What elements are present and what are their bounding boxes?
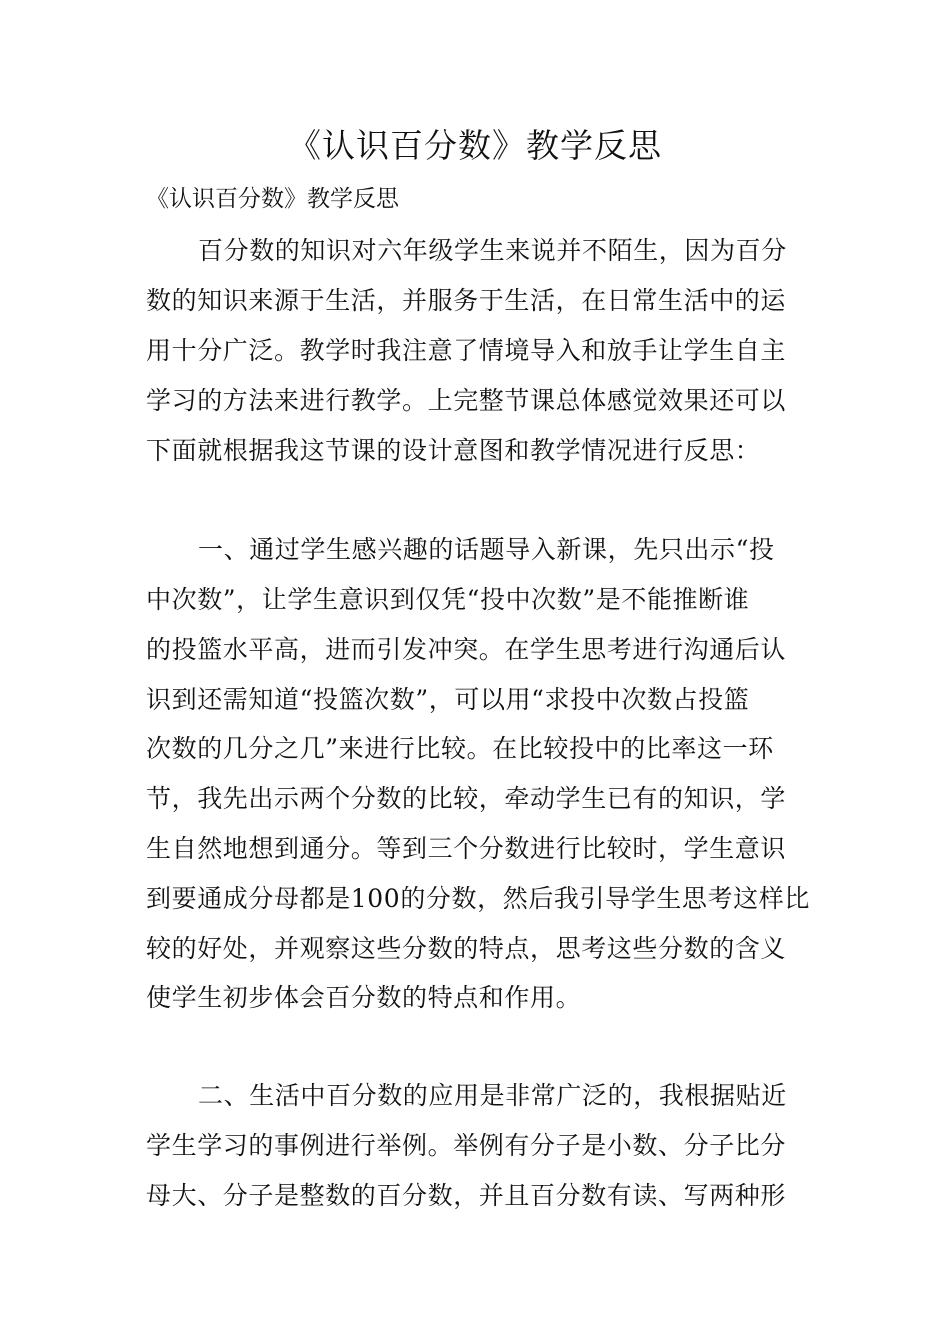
paragraph-3-line-3: 母大、分子是整数的百分数，并且百分数有读、写两种形 [146,1181,787,1210]
paragraph-3-line-2: 学生学习的事例进行举例。举例有分子是小数、分子比分 [146,1131,787,1160]
paragraph-2-line-6: 节，我先出示两个分数的比较，牵动学生已有的知识，学 [146,784,787,813]
paragraph-3-line-1: 二、生活中百分数的应用是非常广泛的，我根据贴近 [198,1081,787,1110]
paragraph-1-line-3: 用十分广泛。教学时我注意了情境导入和放手让学生自主 [146,336,787,365]
paragraph-2-line-2: 中次数”，让学生意识到仅凭“投中次数”是不能推断谁 [146,585,750,614]
paragraph-2-line-8: 到要通成分母都是100的分数，然后我引导学生思考这样比 [146,884,810,913]
paragraph-2-line-9: 较的好处，并观察这些分数的特点，思考这些分数的含义 [146,934,787,963]
paragraph-2-line-4: 识到还需知道“投篮次数”，可以用“求投中次数占投篮 [146,685,750,714]
paragraph-1-line-2: 数的知识来源于生活，并服务于生活，在日常生活中的运 [146,286,787,315]
document-subtitle: 《认识百分数》教学反思 [146,186,399,212]
paragraph-2-line-3: 的投篮水平高，进而引发冲突。在学生思考进行沟通后认 [146,635,787,664]
paragraph-2-line-7: 生自然地想到通分。等到三个分数进行比较时，学生意识 [146,834,787,863]
paragraph-1-line-4: 学习的方法来进行教学。上完整节课总体感觉效果还可以 [146,386,787,415]
paragraph-1-line-5: 下面就根据我这节课的设计意图和教学情况进行反思： [146,436,761,465]
document-title: 《认识百分数》教学反思 [288,126,662,165]
paragraph-2-line-10: 使学生初步体会百分数的特点和作用。 [146,983,582,1012]
paragraph-2-line-1: 一、通过学生感兴趣的话题导入新课，先只出示“投 [198,535,775,564]
paragraph-1-line-1: 百分数的知识对六年级学生来说并不陌生，因为百分 [198,236,787,265]
paragraph-2-line-5: 次数的几分之几”来进行比较。在比较投中的比率这一环 [146,734,774,763]
